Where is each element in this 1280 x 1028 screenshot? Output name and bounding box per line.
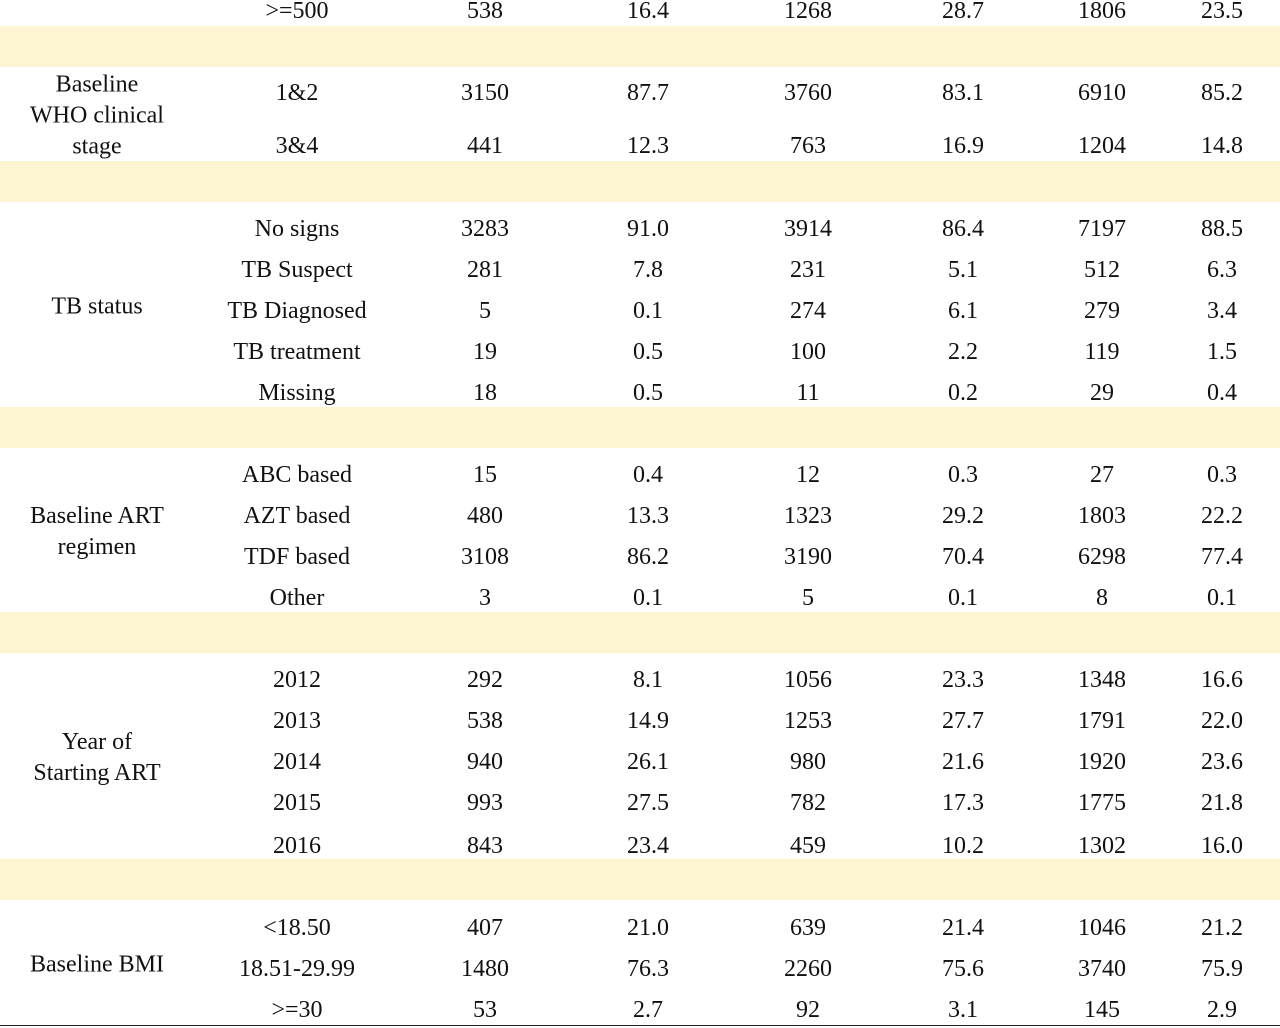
table-cell: 1323 xyxy=(784,503,832,529)
table-cell: 16.9 xyxy=(942,133,984,159)
table-cell: 3283 xyxy=(461,216,509,242)
row-label: Other xyxy=(269,585,325,611)
table-cell: 281 xyxy=(467,257,503,283)
table-cell: 0.3 xyxy=(1207,462,1237,488)
table-cell: 231 xyxy=(790,257,826,283)
table-cell: 18 xyxy=(473,380,497,406)
table-cell: 145 xyxy=(1084,997,1120,1023)
separator-band xyxy=(0,26,1280,67)
table-cell: 16.0 xyxy=(1201,833,1243,859)
group-label: TB status xyxy=(51,293,143,320)
row-label: No signs xyxy=(254,216,340,242)
row-label: TDF based xyxy=(244,544,350,570)
row-label: TB treatment xyxy=(233,339,361,365)
table-cell: 1775 xyxy=(1078,790,1126,816)
row-label: 2015 xyxy=(273,790,321,816)
table-cell: 70.4 xyxy=(942,544,984,570)
table-cell: 75.9 xyxy=(1201,956,1243,982)
table-cell: 0.1 xyxy=(1207,585,1237,611)
table-cell: 91.0 xyxy=(627,216,669,242)
table-cell: 13.3 xyxy=(627,503,669,529)
row-label: ABC based xyxy=(242,462,352,488)
group-label: Baseline BMI xyxy=(30,951,164,978)
table-cell: 459 xyxy=(790,833,826,859)
table-cell: 3.1 xyxy=(948,997,978,1023)
table-cell: 19 xyxy=(473,339,497,365)
table-cell: 86.2 xyxy=(627,544,669,570)
table-cell: 639 xyxy=(790,915,826,941)
row-label: AZT based xyxy=(243,503,351,529)
table-cell: 29 xyxy=(1090,380,1114,406)
table-cell: 15 xyxy=(473,462,497,488)
table-cell: 3108 xyxy=(461,544,509,570)
separator-band xyxy=(0,161,1280,202)
table-cell: 16.6 xyxy=(1201,667,1243,693)
row-label: >=30 xyxy=(271,997,323,1023)
table-bottom-rule xyxy=(0,1025,1280,1026)
table-cell: 0.3 xyxy=(948,462,978,488)
table-cell: 441 xyxy=(467,133,503,159)
table-cell: 23.3 xyxy=(942,667,984,693)
row-label: TB Suspect xyxy=(241,257,353,283)
table-cell: 10.2 xyxy=(942,833,984,859)
table-cell: 100 xyxy=(790,339,826,365)
table-cell: 1803 xyxy=(1078,503,1126,529)
table-cell: 1791 xyxy=(1078,708,1126,734)
table-cell: 7.8 xyxy=(633,257,663,283)
row-label: TB Diagnosed xyxy=(227,298,367,324)
row-label: 2013 xyxy=(273,708,321,734)
table-cell: 980 xyxy=(790,749,826,775)
table-cell: 2.7 xyxy=(633,997,663,1023)
table-cell: 17.3 xyxy=(942,790,984,816)
separator-band xyxy=(0,859,1280,900)
table-cell: 3740 xyxy=(1078,956,1126,982)
table-cell: 92 xyxy=(796,997,820,1023)
group-label: Year of Starting ART xyxy=(33,729,161,786)
table-cell: 75.6 xyxy=(942,956,984,982)
table-cell: 8 xyxy=(1096,585,1108,611)
row-label: >=500 xyxy=(265,0,329,24)
table-cell: 5.1 xyxy=(948,257,978,283)
table-cell: 28.7 xyxy=(942,0,984,24)
table-cell: 3760 xyxy=(784,80,832,106)
table-cell: 6.1 xyxy=(948,298,978,324)
table-cell: 14.8 xyxy=(1201,133,1243,159)
table-cell: 940 xyxy=(467,749,503,775)
table-cell: 0.1 xyxy=(633,298,663,324)
table-cell: 23.5 xyxy=(1201,0,1243,24)
table-cell: 3190 xyxy=(784,544,832,570)
table-cell: 27.7 xyxy=(942,708,984,734)
table-cell: 763 xyxy=(790,133,826,159)
table-cell: 993 xyxy=(467,790,503,816)
row-label: 1&2 xyxy=(275,80,319,106)
table-cell: 7197 xyxy=(1078,216,1126,242)
table-cell: 29.2 xyxy=(942,503,984,529)
table-cell: 16.4 xyxy=(627,0,669,24)
row-label: 2012 xyxy=(273,667,321,693)
table-cell: 1920 xyxy=(1078,749,1126,775)
group-label: Baseline WHO clinical stage xyxy=(30,71,164,160)
table-cell: 12 xyxy=(796,462,820,488)
table-cell: 12.3 xyxy=(627,133,669,159)
table-cell: 21.4 xyxy=(942,915,984,941)
table-cell: 0.5 xyxy=(633,380,663,406)
table-cell: 538 xyxy=(467,0,503,24)
table-cell: 1268 xyxy=(784,0,832,24)
table-cell: 27 xyxy=(1090,462,1114,488)
table-cell: 0.2 xyxy=(948,380,978,406)
table-cell: 1480 xyxy=(461,956,509,982)
row-label: 2016 xyxy=(273,833,321,859)
table-cell: 5 xyxy=(802,585,814,611)
table-cell: 2.2 xyxy=(948,339,978,365)
table-cell: 76.3 xyxy=(627,956,669,982)
separator-band xyxy=(0,407,1280,448)
table-cell: 5 xyxy=(479,298,491,324)
table-cell: 53 xyxy=(473,997,497,1023)
table-cell: 1046 xyxy=(1078,915,1126,941)
table-cell: 83.1 xyxy=(942,80,984,106)
table-cell: 14.9 xyxy=(627,708,669,734)
row-label: <18.50 xyxy=(263,915,331,941)
table-cell: 119 xyxy=(1084,339,1120,365)
table-cell: 782 xyxy=(790,790,826,816)
table-cell: 0.4 xyxy=(633,462,663,488)
row-label: 2014 xyxy=(273,749,321,775)
table-cell: 0.1 xyxy=(633,585,663,611)
table-cell: 6298 xyxy=(1078,544,1126,570)
table-cell: 88.5 xyxy=(1201,216,1243,242)
table-cell: 1204 xyxy=(1078,133,1126,159)
table-cell: 87.7 xyxy=(627,80,669,106)
table-cell: 86.4 xyxy=(942,216,984,242)
table-cell: 1253 xyxy=(784,708,832,734)
separator-band xyxy=(0,612,1280,653)
table-cell: 22.2 xyxy=(1201,503,1243,529)
table-cell: 512 xyxy=(1084,257,1120,283)
row-label: Missing xyxy=(258,380,336,406)
table-cell: 3.4 xyxy=(1207,298,1237,324)
table-cell: 2.9 xyxy=(1207,997,1237,1023)
table-cell: 6910 xyxy=(1078,80,1126,106)
table-cell: 407 xyxy=(467,915,503,941)
table-cell: 3 xyxy=(479,585,491,611)
row-label: 18.51-29.99 xyxy=(239,956,355,982)
table-cell: 22.0 xyxy=(1201,708,1243,734)
table-cell: 21.2 xyxy=(1201,915,1243,941)
table-cell: 843 xyxy=(467,833,503,859)
table-cell: 0.1 xyxy=(948,585,978,611)
table-cell: 0.5 xyxy=(633,339,663,365)
table-cell: 1302 xyxy=(1078,833,1126,859)
table-cell: 23.4 xyxy=(627,833,669,859)
table-cell: 21.6 xyxy=(942,749,984,775)
table-cell: 1.5 xyxy=(1207,339,1237,365)
table-cell: 1806 xyxy=(1078,0,1126,24)
table-cell: 292 xyxy=(467,667,503,693)
table-cell: 77.4 xyxy=(1201,544,1243,570)
table-cell: 480 xyxy=(467,503,503,529)
table-cell: 11 xyxy=(796,380,820,406)
table-cell: 85.2 xyxy=(1201,80,1243,106)
table-cell: 23.6 xyxy=(1201,749,1243,775)
table-cell: 279 xyxy=(1084,298,1120,324)
table-cell: 2260 xyxy=(784,956,832,982)
table-cell: 1348 xyxy=(1078,667,1126,693)
table-cell: 3914 xyxy=(784,216,832,242)
table-cell: 1056 xyxy=(784,667,832,693)
table-cell: 8.1 xyxy=(633,667,663,693)
group-label: Baseline ART regimen xyxy=(30,503,164,560)
table-cell: 0.4 xyxy=(1207,380,1237,406)
table-cell: 27.5 xyxy=(627,790,669,816)
table-cell: 538 xyxy=(467,708,503,734)
table-cell: 3150 xyxy=(461,80,509,106)
table-cell: 21.8 xyxy=(1201,790,1243,816)
table-cell: 21.0 xyxy=(627,915,669,941)
table-cell: 26.1 xyxy=(627,749,669,775)
table-cell: 274 xyxy=(790,298,826,324)
table-cell: 6.3 xyxy=(1207,257,1237,283)
row-label: 3&4 xyxy=(275,133,319,159)
